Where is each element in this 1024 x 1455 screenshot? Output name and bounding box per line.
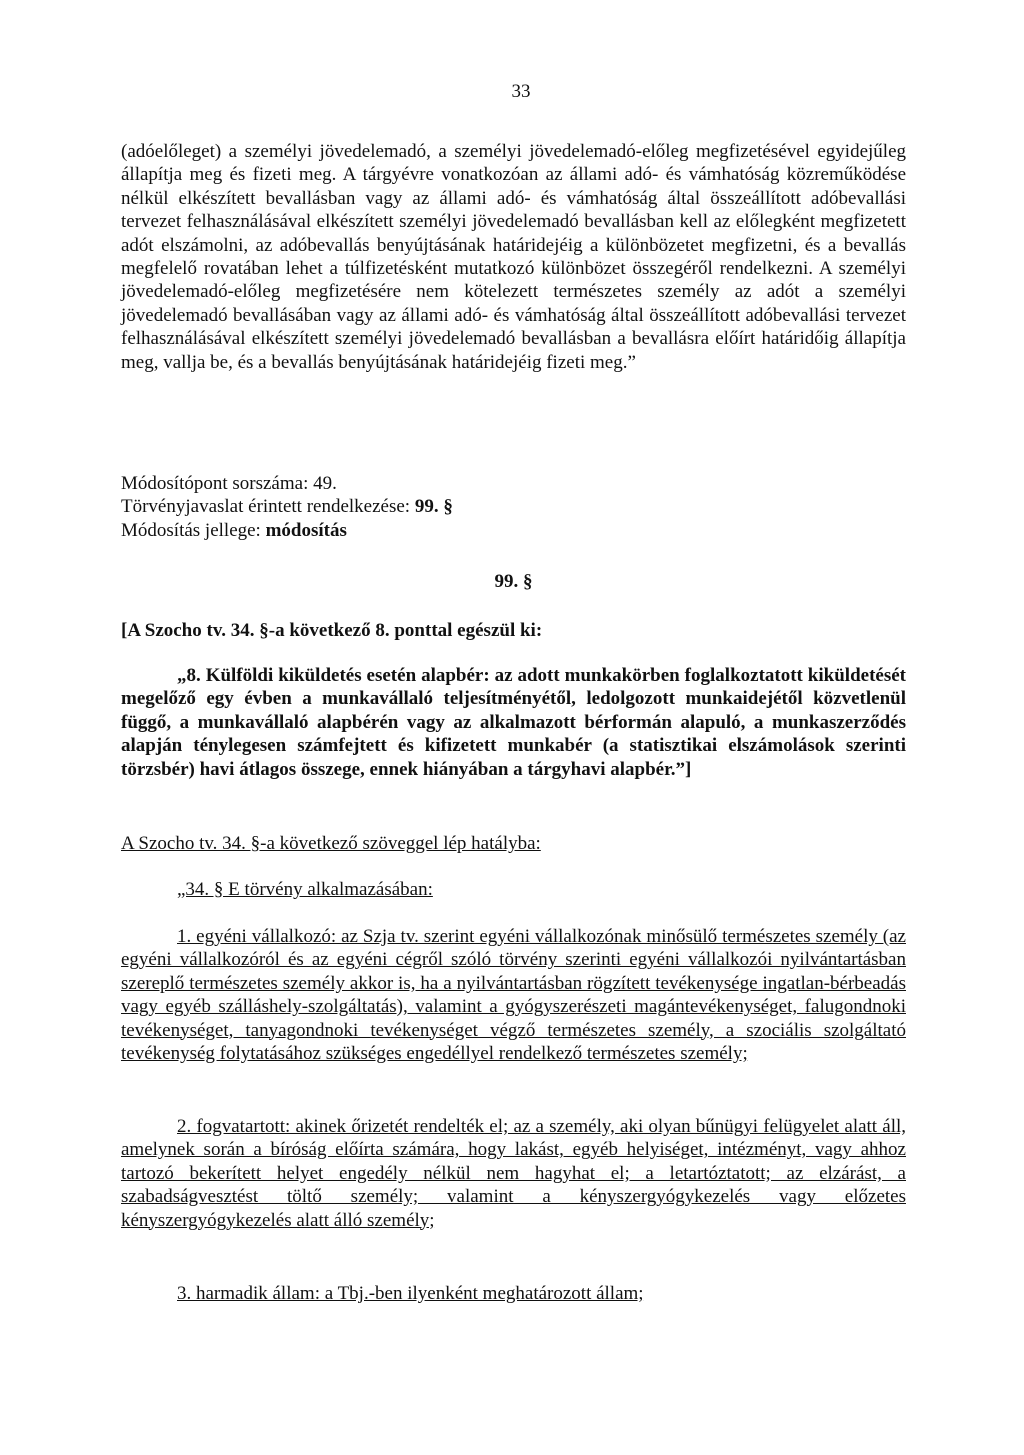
definition-item: 3. harmadik állam: a Tbj.-ben ilyenként meghatározott állam; bbox=[177, 1283, 644, 1304]
bracket-intro: [A Szocho tv. 34. §-a következő 8. ponttal egészül ki: bbox=[121, 620, 543, 641]
new-text-intro: A Szocho tv. 34. §-a következő szöveggel lép hatályba: bbox=[121, 833, 541, 854]
amendment-meta bbox=[121, 472, 906, 542]
intro-paragraph: (adóelőleget) a személyi jövedelemadó, a személyi jövedelemadó-előleg megfizetésével egyidejűleg állapítja meg és fizeti meg. A tárgyévre vonatkozóan az állami adó- és vámhatóság közreműködése nélkül elkészített bevallásban vagy az állami adó- és vámhatóság által összeállított adóbevallási tervezet felhasználásával elkészített személyi jövedelemadó bevallásban kell az előlegként megfizetett adót elszámolni, az adóbevallás benyújtásának határidejéig a különbözetet megfizetni, és a bevallás megfelelő rovatában lehet a túlfizetésként mutatkozó különbözet összegéről rendelkezni. A személyi jövedelemadó-előleg megfizetésére nem kötelezett természetes személy az adót a személyi jövedelemadó bevallásában vagy az állami adó- és vámhatóság által összeállított adóbevallási tervezet felhasználásával elkészített személyi jövedelemadó bevallásban a bevallásra előírt határidőig állapítja meg, vallja be, és a bevallás benyújtásának határidejéig fizeti meg.” bbox=[121, 141, 906, 373]
definition-item: 2. fogvatartott: akinek őrizetét rendelték el; az a személy, aki olyan bűnügyi felügyelet alatt áll, amelynek során a bíróság előírta számára, hogy lakást, egyéb helyiséget, intézményt, vagy ahhoz tartozó bekerített helyet engedély nélkül nem hagyhat el; a letartóztatott; az elzárást, a szabadságvesztést töltő személy; valamint a kényszergyógykezelés vagy előzetes kényszergyógykezelés alatt álló személy; bbox=[121, 1116, 906, 1231]
section-title: 99. § bbox=[494, 571, 533, 592]
bracket-text: „8. Külföldi kiküldetés esetén alapbér: az adott munkakörben foglalkoztatott kiküldetését megelőző egy évben a munkavállaló teljesítményétől, ledolgozott munkaidejétől közvetlenül függő, a munkavállaló alapbérén vagy az alkalmazott bérformán alapuló, a munkaszerződés alapján ténylegesen számfejtett és kifizetett munkabér (a statisztikai elszámolások szerinti törzsbér) havi átlagos összege, ennek hiányában a tárgyhavi alapbér.”] bbox=[121, 665, 906, 780]
new-section-head: „34. § E törvény alkalmazásában: bbox=[177, 879, 433, 900]
page-number: 33 bbox=[511, 81, 531, 102]
amendment-nature: Módosítás jellege: módosítás bbox=[121, 519, 347, 541]
amendment-provision: Törvényjavaslat érintett rendelkezése: 99. § bbox=[121, 496, 453, 518]
amendment-number: Módosítópont sorszáma: 49. bbox=[121, 473, 337, 494]
definition-item: 1. egyéni vállalkozó: az Szja tv. szerint egyéni vállalkozónak minősülő természetes személy (az egyéni vállalkozóról és az egyéni cégről szóló törvény szerinti egyéni vállalkozói nyilvántartásban szereplő természetes személy akkor is, ha a nyilvántartásban rögzített tevékenysége ingatlan-bérbeadás vagy egyéb szálláshely-szolgáltatás), valamint a gyógyszerészeti magántevékenységet, falugondnoki tevékenységet, tanyagondnoki tevékenységet végző természetes személy, a szociális szolgáltató tevékenység folytatásához szükséges engedéllyel rendelkező természetes személy; bbox=[121, 926, 906, 1065]
